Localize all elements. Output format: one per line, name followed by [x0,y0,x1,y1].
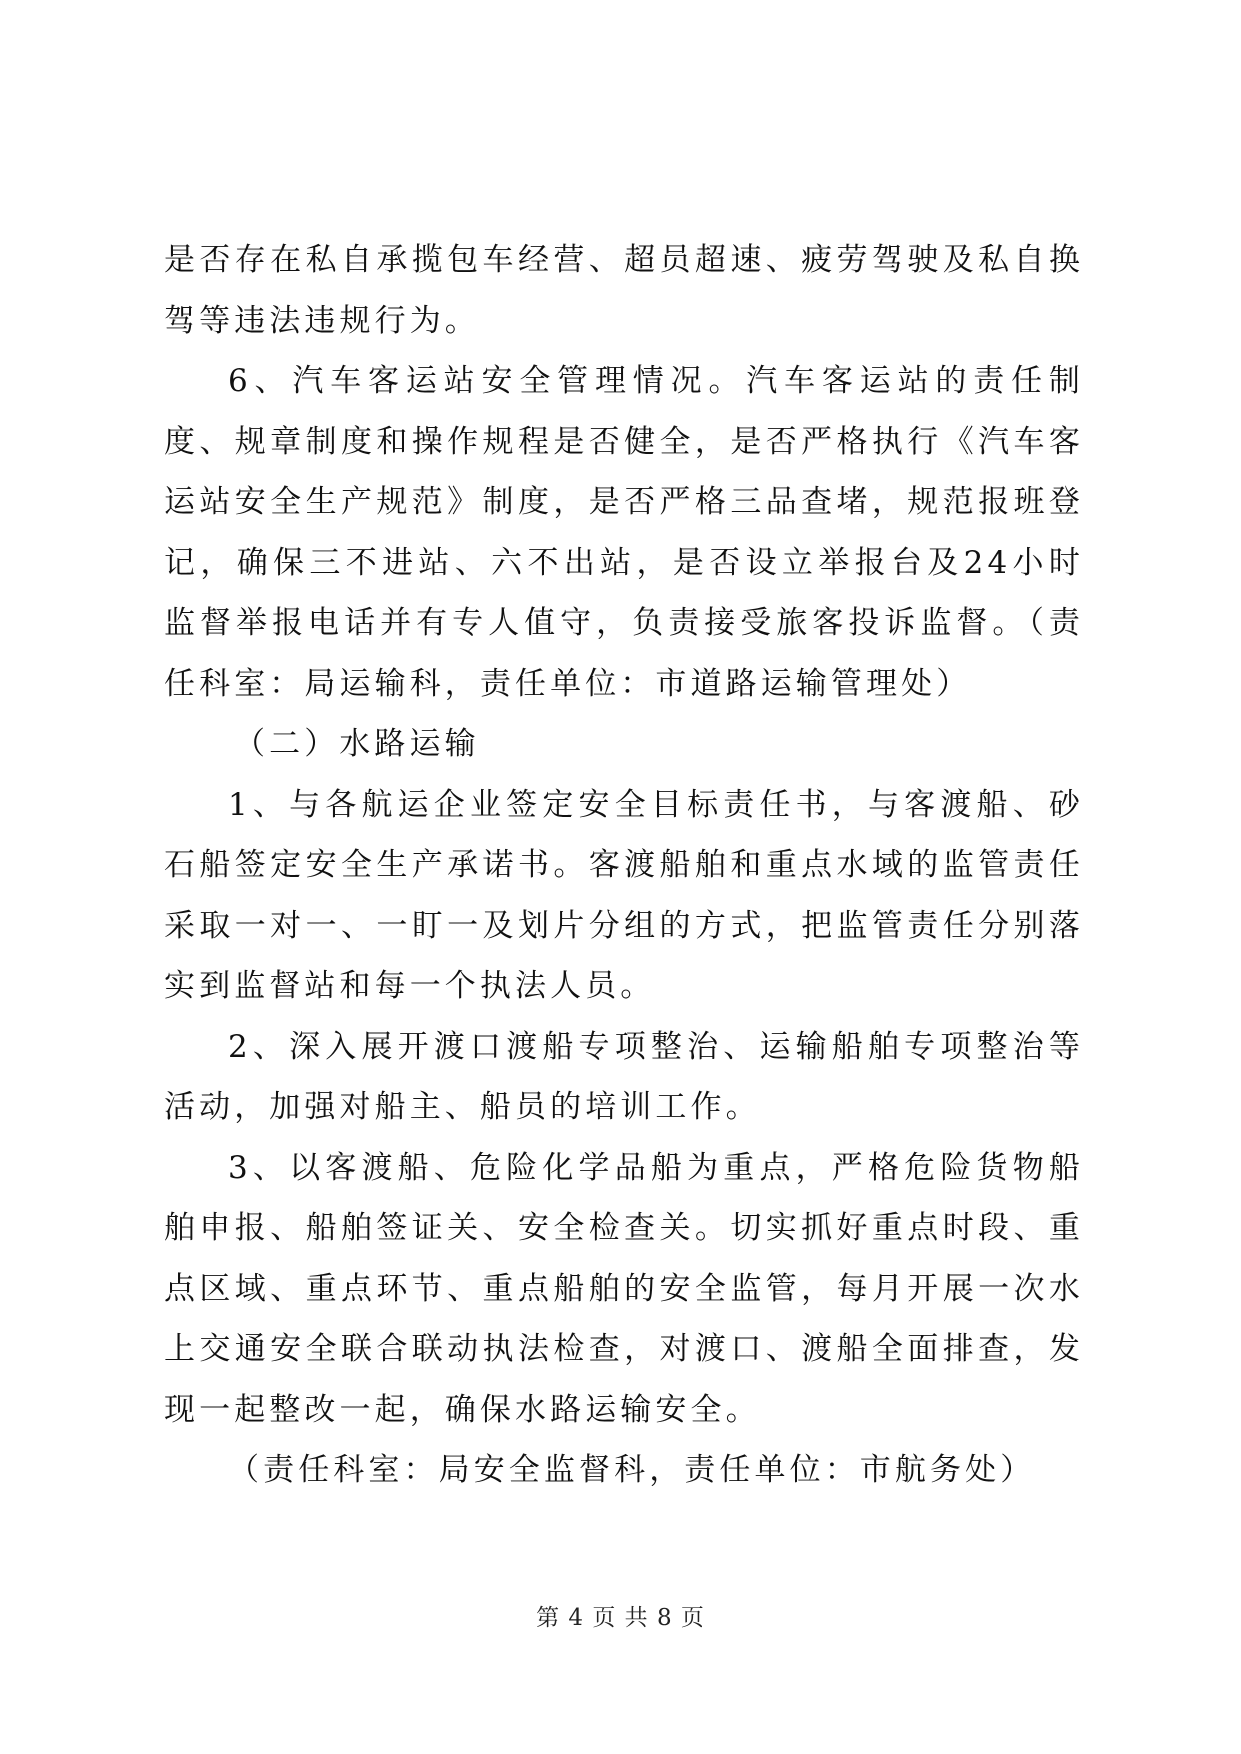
section-heading-water-transport: （二）水路运输 [234,726,480,762]
paragraph-water-item-2: 2、深入展开渡口渡船专项整治、运输船舶专项整治等活动，加强对船主、船员的培训工作。 [164,1028,1084,1125]
paragraph-item-6: 6、汽车客运站安全管理情况。汽车客运站的责任制度、规章制度和操作规程是否健全，是否严格执行《汽车客运站安全生产规范》制度，是否严格三品查堵，规范报班登记，确保三不进站、六不出站，是否设立举报台及24小时监督举报电话并有专人值守，负责接受旅客投诉监督。（责任科室：局运输科，责任单位：市道路运输管理处） [164,363,1084,702]
page-number-footer: 第 4 页 共 8 页 [536,1605,705,1631]
document-body [164,230,1084,1501]
paragraph-water-item-3: 3、以客渡船、危险化学品船为重点，严格危险货物船舶申报、船舶签证关、安全检查关。切实抓好重点时段、重点区域、重点环节、重点船舶的安全监管，每月开展一次水上交通安全联合联动执法检查，对渡口、渡船全面排查，发现一起整改一起，确保水路运输安全。 [164,1149,1084,1428]
paragraph-water-item-1: 1、与各航运企业签定安全目标责任书，与客渡船、砂石船签定安全生产承诺书。客渡船舶和重点水域的监管责任采取一对一、一盯一及划片分组的方式，把监管责任分别落实到监督站和每一个执法人员。 [164,786,1084,1004]
paragraph-continued: 是否存在私自承揽包车经营、超员超速、疲劳驾驶及私自换驾等违法违规行为。 [164,242,1084,339]
paragraph-water-responsibility: （责任科室：局安全监督科，责任单位：市航务处） [228,1452,1036,1488]
